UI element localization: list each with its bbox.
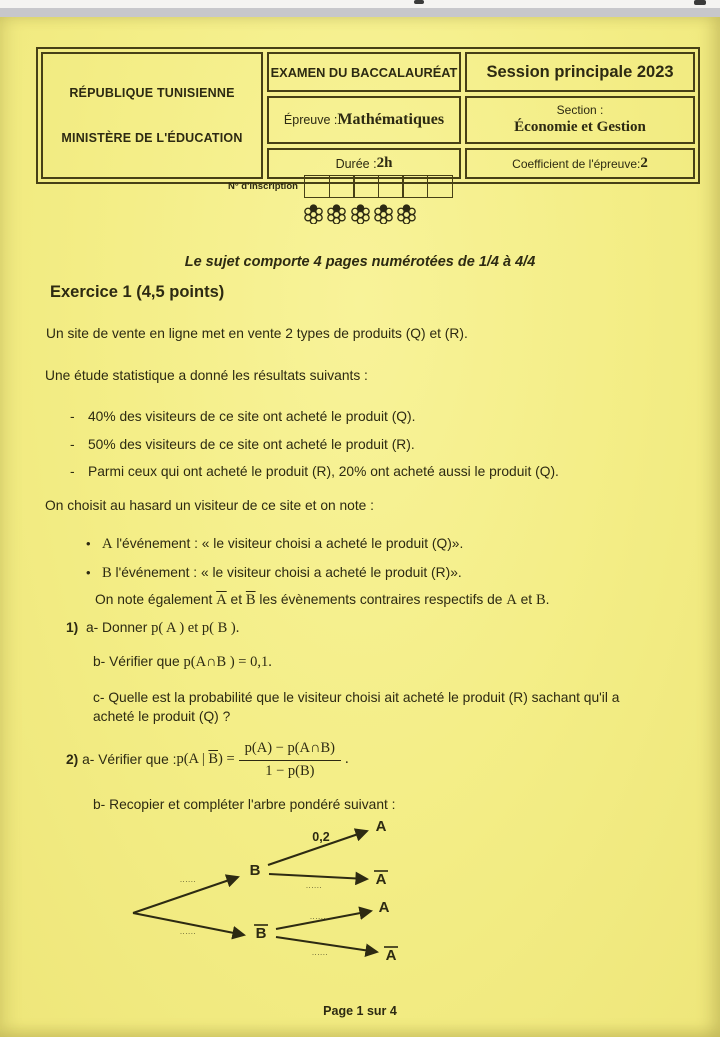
question-text: a- Donner	[85, 620, 152, 635]
fraction-denominator: 1 − p(B)	[265, 762, 315, 779]
inscription-boxes	[306, 175, 453, 198]
inscription-box	[378, 175, 404, 198]
dash-marker: -	[70, 409, 75, 424]
tree-node-Bbar: B	[255, 925, 267, 942]
stat-item	[70, 436, 415, 455]
note-text: et	[226, 592, 246, 607]
republic-line: RÉPUBLIQUE TUNISIENNE	[69, 85, 235, 100]
branch-placeholder: ......	[179, 875, 197, 884]
event-item	[86, 564, 462, 584]
inscription-box	[353, 175, 379, 198]
inscription-box	[329, 175, 355, 198]
branch-placeholder: ......	[305, 881, 323, 890]
inscription-row	[228, 175, 453, 198]
rosette-icon	[396, 203, 417, 224]
coefficient-label: Coefficient de l'épreuve:	[512, 156, 641, 171]
header-coefficient-cell	[465, 148, 695, 179]
exercise-title: Exercice 1 (4,5 points)	[50, 283, 225, 301]
question-number: 2)	[66, 751, 79, 767]
branch-placeholder: ......	[309, 912, 327, 921]
branch-probability-0-2: 0,2	[312, 830, 330, 844]
tree-node-Abar2: A	[385, 947, 397, 964]
inscription-box	[427, 175, 453, 198]
pages-notice: Le sujet comporte 4 pages numérotées de 1/4 à 4/4	[184, 254, 536, 270]
branch-B-Abar	[269, 874, 367, 879]
A-symbol: A	[506, 592, 517, 608]
question-2a	[66, 739, 349, 781]
epreuve-label: Épreuve :	[283, 113, 338, 127]
note-text: .	[545, 592, 550, 607]
header-epreuve-cell	[267, 96, 461, 144]
note-text: les évènements contraires respectifs de	[255, 592, 507, 607]
stat-text: 50% des visiteurs de ce site ont acheté le produit (R).	[88, 437, 415, 452]
probability-tree	[100, 798, 430, 990]
duree-value: 2h	[376, 155, 393, 171]
choose-line: On choisit au hasard un visiteur de ce site et on note :	[45, 498, 375, 513]
page-divider-band	[0, 8, 720, 17]
stat-text: Parmi ceux qui ont acheté le produit (R), 20% ont acheté aussi le produit (Q).	[88, 464, 559, 479]
question-1b	[93, 653, 272, 673]
math-expression: p( A ) et p( B ).	[151, 620, 240, 636]
event-item	[86, 535, 463, 555]
B-symbol: B	[535, 592, 546, 608]
study-line: Une étude statistique a donné les résultats suivants :	[45, 368, 368, 383]
formula-lhs: p(A | $\overline{B}$) =	[176, 751, 235, 768]
tree-node-B: B	[249, 862, 261, 879]
question-1c	[93, 689, 693, 726]
fraction-numerator: p(A) − p(A∩B)	[239, 739, 341, 761]
cropped-glyph-fragment	[414, 0, 424, 4]
branch-placeholder: ......	[179, 927, 197, 936]
B-bar-symbol: $\overline{B}$	[245, 592, 256, 608]
tree-node-A1: A	[375, 818, 387, 835]
ministry-line: MINISTÈRE DE L'ÉDUCATION	[61, 131, 243, 146]
question-1a	[66, 619, 239, 639]
question-text-line1: c- Quelle est la probabilité que le visiteur choisi ait acheté le produit (R) sachant qu'il a	[93, 690, 620, 705]
question-2b: b- Recopier et compléter l'arbre pondéré suivant :	[93, 797, 396, 812]
epreuve-value: Mathématiques	[337, 111, 445, 128]
A-bar-symbol: $\overline{A}$	[216, 592, 227, 608]
inscription-box	[304, 175, 330, 198]
event-text: l'événement : « le visiteur choisi a acheté le produit (Q)».	[116, 536, 464, 551]
formula-fraction	[239, 739, 341, 781]
question-text: b- Vérifier que	[93, 654, 184, 669]
complement-note	[95, 591, 550, 611]
header-table	[36, 47, 700, 184]
bullet-marker: •	[86, 536, 91, 551]
exam-page	[0, 17, 720, 1037]
formula-end: .	[345, 751, 349, 768]
stat-text: 40% des visiteurs de ce site ont acheté le produit (Q).	[88, 409, 416, 424]
bullet-marker: •	[86, 565, 91, 580]
math-expression: p(A∩B ) = 0,1.	[183, 654, 272, 670]
header-session: Session principale 2023	[465, 52, 695, 92]
cropped-glyph-fragment	[694, 0, 706, 5]
page-number: Page 1 sur 4	[323, 1004, 397, 1018]
rosette-icon	[350, 203, 371, 224]
rosette-ornament-row	[0, 203, 720, 224]
dash-marker: -	[70, 464, 75, 479]
inscription-box	[402, 175, 428, 198]
question-number: 1)	[66, 620, 79, 635]
rosette-icon	[326, 203, 347, 224]
dash-marker: -	[70, 437, 75, 452]
rosette-icon	[303, 203, 324, 224]
event-name: A	[102, 536, 113, 552]
event-name: B	[102, 565, 112, 581]
question-text-line2: acheté le produit (Q) ?	[93, 708, 231, 724]
rosette-icon	[373, 203, 394, 224]
stat-item	[70, 408, 415, 427]
section-value: Économie et Gestion	[514, 119, 646, 136]
tree-node-A2: A	[378, 899, 390, 916]
B-bar-symbol: $\overline{B}$	[208, 751, 219, 768]
header-exam-title: EXAMEN DU BACCALAURÉAT	[267, 52, 461, 92]
coefficient-value: 2	[640, 155, 648, 171]
photo-top-edge	[0, 0, 720, 8]
exercise-intro: Un site de vente en ligne met en vente 2 types de produits (Q) et (R).	[46, 326, 468, 341]
event-text: l'événement : « le visiteur choisi a acheté le produit (R)».	[115, 565, 462, 580]
inscription-label: N° d'inscription	[228, 181, 298, 192]
note-text: On note également	[95, 592, 217, 607]
header-ministry-cell	[41, 52, 263, 179]
stat-item	[70, 463, 559, 482]
branch-placeholder: ......	[311, 948, 329, 957]
header-section-cell	[465, 96, 695, 144]
note-text: et	[516, 592, 536, 607]
duree-label: Durée :	[335, 156, 377, 171]
section-label: Section :	[556, 103, 604, 118]
tree-node-Abar1: A	[375, 871, 387, 888]
question-text: a- Vérifier que :	[82, 751, 177, 767]
